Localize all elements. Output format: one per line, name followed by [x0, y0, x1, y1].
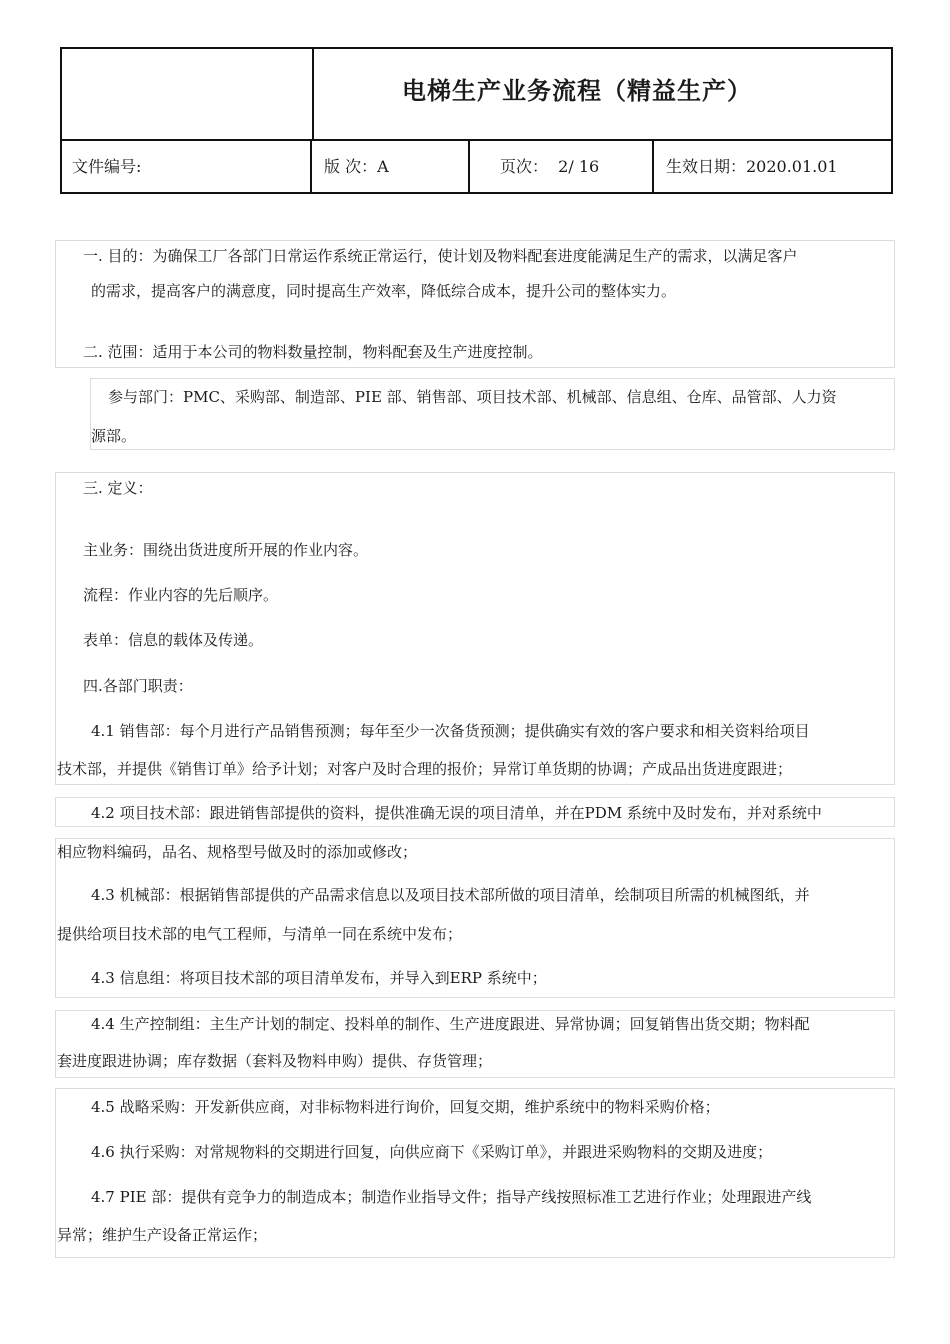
- page-field: 页次： 2/ 16: [472, 141, 654, 192]
- duty-4-3-info-group: 4.3 信息组：将项目技术部的项目清单发布，并导入到ERP 系统中；: [91, 969, 547, 987]
- purpose-line-1: 一. 目的：为确保工厂各部门日常运作系统正常运行，使计划及物料配套进度能满足生产的需求，以满足客户: [83, 247, 798, 265]
- title-cell: [314, 49, 891, 139]
- duty-4-1-line-1: 4.1 销售部：每个月进行产品销售预测；每年至少一次备货预测；提供确实有效的客户要求和相关资料给项目: [91, 722, 810, 740]
- duty-4-4-line-2: 套进度跟进协调；库存数据（套料及物料申购）提供、存货管理；: [57, 1052, 493, 1070]
- purpose-line-2: 的需求，提高客户的满意度，同时提高生产效率，降低综合成本，提升公司的整体实力。: [91, 282, 677, 300]
- duty-4-1-line-2: 技术部，并提供《销售订单》给予计划；对客户及时合理的报价；异常订单货期的协调；产成品出货进度跟进；: [57, 760, 793, 778]
- definition-heading: 三. 定义：: [83, 479, 153, 497]
- duty-4-3-line-2: 提供给项目技术部的电气工程师，与清单一同在系统中发布；: [57, 925, 463, 943]
- definition-process: 流程：作业内容的先后顺序。: [83, 586, 279, 604]
- scope-line: 二. 范围：适用于本公司的物料数量控制，物料配套及生产进度控制。: [83, 343, 543, 361]
- duty-4-4-line-1: 4.4 生产控制组：主生产计划的制定、投料单的制作、生产进度跟进、异常协调；回复销售出货交期；物料配: [91, 1015, 810, 1033]
- effective-date-field: 生效日期：2020.01.01: [666, 157, 838, 176]
- duty-4-7-line-1: 4.7 PIE 部：提供有竞争力的制造成本；制造作业指导文件；指导产线按照标准工艺进行作业；处理跟进产线: [91, 1188, 812, 1206]
- definition-main-business: 主业务：围绕出货进度所开展的作业内容。: [83, 541, 369, 559]
- duties-heading: 四.各部门职责：: [83, 677, 193, 695]
- duty-4-2-line-1: 4.2 项目技术部：跟进销售部提供的资料，提供准确无误的项目清单，并在PDM 系统中及时发布，并对系统中: [91, 804, 822, 822]
- duty-4-3-line-1: 4.3 机械部：根据销售部提供的产品需求信息以及项目技术部所做的项目清单，绘制项目所需的机械图纸，并: [91, 886, 810, 904]
- departments-line-1: 参与部门：PMC、采购部、制造部、PIE 部、销售部、项目技术部、机械部、信息组、仓库、品管部、人力资: [108, 388, 837, 406]
- logo-cell: [62, 49, 314, 139]
- header-info-row: [62, 141, 891, 192]
- duty-4-7-line-2: 异常；维护生产设备正常运作；: [57, 1226, 268, 1244]
- header-title-row: [62, 49, 891, 141]
- header-table: [60, 47, 893, 194]
- duty-4-6: 4.6 执行采购：对常规物料的交期进行回复，向供应商下《采购订单》，并跟进采购物料的交期及进度；: [91, 1143, 773, 1161]
- departments-line-2: 源部。: [91, 427, 137, 445]
- duty-4-2-line-2: 相应物料编码，品名、规格型号做及时的添加或修改；: [57, 843, 418, 861]
- doc-number-label: 文件编号:: [62, 141, 312, 192]
- definition-form: 表单：信息的载体及传递。: [83, 631, 264, 649]
- duty-4-5: 4.5 战略采购：开发新供应商，对非标物料进行询价，回复交期，维护系统中的物料采购价格；: [91, 1098, 720, 1116]
- document-title: 电梯生产业务流程（精益生产）: [402, 77, 752, 105]
- version-field: 版 次：A: [314, 141, 470, 192]
